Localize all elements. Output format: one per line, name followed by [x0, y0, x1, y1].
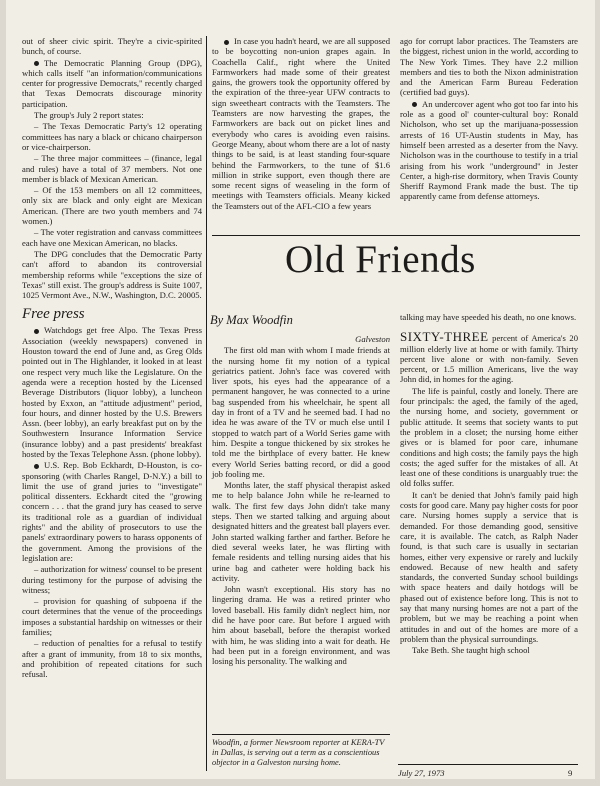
article-continued: talking may have speeded his death, no one knows.: [400, 312, 577, 322]
article-dateline: Galveston: [355, 334, 390, 344]
dpg-item-4: – The voter registration and canvass committees each have one Mexican American, no blacks.: [22, 227, 202, 248]
article-headline: Old Friends: [285, 238, 476, 281]
article-para-1: The first old man with whom I made friends at the nursing home fit my notion of a typical geriatrics patient. John's face was covered with liver spots, his eyes had the appearance of a permanent hangover, he was connected to a urine bag suspended from his wheelchair, he spent all day in front of a TV and he seemed bad. I had no idea he was aware of the TV or much else until I stopped to watch part of a World Series game with him. Despite a tongue thickened by six strokes he told me the birthplace of every batter. He knew every World Series batting record, or did a good job fooling me.: [212, 345, 390, 479]
page-edge-right: [595, 0, 600, 786]
column-rule-vertical: [206, 36, 207, 771]
grapes-para: In case you hadn't heard, we are all supposed to be boycotting non-union grapes again. In Coachella Calif., right where the United Farmworkers had made some of their greatest gains, the growers took the opportunity offered by the expiration of the three-year UFW contracts to sign sweetheart contracts with the Teamsters. The Teamsters are now harvesting the grapes, the Farmworkers are back out on picket lines and everybody who cares is avoiding even raisins. George Meany, about whom there are a lot of nasty things to be said, is at least standing four-square behind the Farmworkers, to the tune of $1.6 million in strike support, even though there are some recent signs of weaseling in the form of meetings with Teamsters officials. Meany kicked the Teamsters out of the AFL-CIO a few years: [212, 36, 390, 211]
article-para-6: Take Beth. She taught high school: [412, 645, 530, 656]
page-number: 9: [568, 768, 573, 778]
bullet-icon: [412, 102, 417, 107]
author-footnote: Woodfin, a former Newsroom reporter at KERA-TV in Dallas, is serving out a term as a conscientious objector in a Galveston nursing home.: [212, 738, 385, 767]
article-byline: By Max Woodfin: [210, 313, 293, 327]
dpg-intro: The Democratic Planning Group (DPG), which calls itself "an information/communications center for progressive Democrats," recently charged that Texas Democrats discourage minority participation.: [22, 57, 202, 109]
footer-rule: [398, 764, 578, 765]
issue-date: July 27, 1973: [398, 768, 445, 778]
free-press-item-2: – provision for quashing of subpoena if the court determines that the venue of the proceedings imposes a substantial hardship on witnesses or their families;: [22, 596, 202, 638]
column-left: [22, 36, 202, 681]
column-middle-top: [212, 36, 390, 212]
dpg-conclusion: The DPG concludes that the Democratic Party can't afford to abandon its controversial membership reforms while "exceptions the size of Texas" still exist. The group's address is Suite 1007, 1025 Vermont Ave., N.W., Washington, D.C. 20005.: [22, 248, 202, 301]
teamsters-para: ago for corrupt labor practices. The Teamsters are the biggest, richest union in the world, according to The New York Times. They have 2.2 million members and ties to both the Nixon administration and the American Farm Bureau Federation (certified bad guys).: [400, 36, 578, 98]
article-column-middle: [212, 334, 390, 668]
dpg-item-3: – Of the 153 members on all 12 committees, only six are black and only eight are Mexican American. (There are two youth members and 74 women.): [22, 185, 202, 227]
dpg-item-2: – The three major committees – (finance, legal and rules) have a total of 37 members. Not one member is black of Mexican American.: [22, 153, 202, 184]
bullet-icon: [34, 61, 39, 66]
bullet-icon: [34, 329, 39, 334]
article-para-5: It can't be denied that John's family paid high costs for good care. Many pay higher costs for poor care. Nursing homes supply a service that is demanded. For those demanding good, sensitive care, it is available. The catch, as Ralph Nader found, is that such care is usually in sectarian homes, either very expensive or rarely and luckily endowed. Because of new health and safety standards, the converted Sunday school buildings with space heaters and daily hotdogs will be phased out of existence before long. This is not to say that many nursing homes are not a part of the problem, but we may be reaching a point when attitudes in and out of the homes are more of a problem than the physical surroundings.: [400, 489, 578, 644]
drop-cap-lead: SIXTY-THREE: [400, 329, 489, 345]
bullet-icon: [224, 40, 229, 45]
free-press-item-1: – authorization for witness' counsel to be present during testimony for the purpose of advising the witness;: [22, 564, 202, 595]
bullet-icon: [34, 464, 39, 469]
col1-top-text: out of sheer civic spirit. They're a civic-spirited bunch, of course.: [22, 36, 202, 57]
article-para-3: John wasn't exceptional. His story has no lingering drama. He was a retired printer who loved baseball. His family didn't neglect him, nor did he have poor care. But before I argued with him about baseball, before the therapist worked with him, he was sliding into a wait for death. He had been put in a foreign environment, and was losing his personality. The walking and: [212, 584, 390, 667]
article-para-2: Months later, the staff physical therapist asked me to help balance John while he re-learned to walk. The first few days John didn't take many steps. Then we started talking and arguing about designated hitters and the greatest ball players ever. John started walking farther and farther. Before he died several weeks later, he was flirting with female residents and telling nursing aides that his urine bag and catheter were holding back his activity.: [212, 480, 390, 583]
dpg-item-1: – The Texas Democratic Party's 12 operating committees has nary a black or chicano chairperson or vice-chairperson.: [22, 121, 202, 152]
section-title-free-press: Free press: [22, 306, 85, 323]
free-press-item-3: – reduction of penalties for a refusal to testify after a grant of immunity, from 18 to six months, and prohibition of repeated citations for such refusal.: [22, 638, 202, 680]
agent-para: An undercover agent who got too far into his role as a good ol' counter-cultural boy: Ronald Nicholson, who set up the marijuana-possession arrests of 16 UT-Austin students in May, has himself been arrested as a deserter from the Navy. Nicholson was in the courthouse to testify in a trial arising from his work "underground" in Jester Center, a high-rise dormitory, when Travis County Sheriff Raymond Frank made the bust. The tip apparently came from defense attorneys.: [400, 98, 578, 202]
free-press-para-1: Watchdogs get free Alpo. The Texas Press Association (weekly newspapers) convened in Houston toward the end of June and, as Greg Olds pointed out in The Highlander, it looked in at least one respect very much like the Legislature. On the agenda were a reception hosted by the Licensed Beverage Distributors (liquor lobby), a luncheon hosted by Exxon, an "attitude adjustment" period, four hours, and dinner hosted by the U.S. Brewers Assn. (beer lobby), an early breakfast put on by the Southwestern Insurance Information Service (insurance lobby) and a past presidents' breakfast hosted by the Texas Telephone Assn. (phone lobby).: [22, 325, 202, 459]
article-para-4: The life is painful, costly and lonely. There are four principals: the aged, the family of the aged, the nursing home, and society, government or public attitude. It seems that society wants to put the problem in a closet; the nursing home either gives or is blamed for poor care, inhumane conditions and high costs; the family pays the high costs; the aged suffer for the mistakes of all. At least one of these conditions is unarguably true: the old folks suffer.: [400, 385, 578, 489]
article-column-right: [400, 312, 578, 657]
article-lead-para: SIXTY-THREE percent of America's 20 million elderly live at home or with family. Thirty percent live alone or with non-family. Seven percent, or 1.5 million Americans, live the way John did, in homes for the aging.: [400, 329, 578, 385]
dpg-states: The group's July 2 report states:: [34, 110, 144, 121]
page-edge-bottom: [0, 779, 600, 786]
footnote-rule: [212, 734, 390, 735]
article-rule-horizontal: [212, 235, 580, 236]
free-press-para-2: U.S. Rep. Bob Eckhardt, D-Houston, is co-sponsoring (with Charles Rangel, D-N.Y.) a bill to limit the use of grand juries to "investigate" political dissenters. Eckhardt cited the "growing concern . . . that the grand jury has ceased to serve its traditional role as a guardian of individual rights" and the ability of prosecutors to use the panels' extraordinary powers to harass opponents of the government. Among the provisions of the legislation are:: [22, 460, 202, 563]
column-right-top: [400, 36, 578, 203]
page-edge-left: [0, 0, 6, 786]
